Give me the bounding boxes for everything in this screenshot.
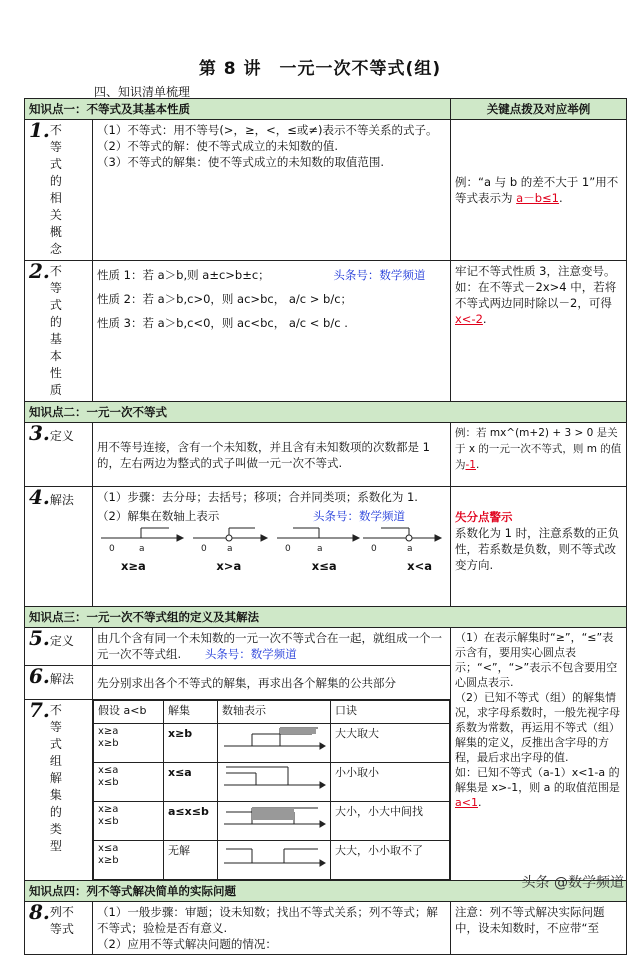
row-label-text: 定义 <box>49 429 74 443</box>
mnemonic: 小小取小 <box>331 763 450 802</box>
solution: x≤a <box>164 763 218 802</box>
condition: x≤b <box>98 816 119 827</box>
row-label <box>25 423 93 487</box>
number-line <box>218 724 331 763</box>
tick-a: a <box>139 544 145 554</box>
watermark-text: 头条号：数学频道 <box>312 509 405 523</box>
row-label <box>25 666 93 700</box>
solution: 无解 <box>164 841 218 880</box>
note-2: （2）已知不等式（组）的解集情况，求字母系数时，一般先视字母系数为常数，再运用不等式（组）解集的定义，反推出含字母的方程，最后求出字母的值. <box>455 691 620 764</box>
property-3-fraction: a/c < b/c . <box>288 316 348 330</box>
tick-a: a <box>317 544 323 554</box>
row-note <box>451 261 627 402</box>
note-answer: x<-2 <box>455 312 483 326</box>
note-answer: a<1 <box>455 796 478 809</box>
row-content: 用不等号连接，含有一个未知数，并且含有未知数项的次数都是 1 的，左右两边为整式的式子叫做一元一次不等式. <box>93 423 451 487</box>
content-line: （3）不等式的解集：使不等式成立的未知数的取值范围. <box>97 155 384 169</box>
note-1: （1）在表示解集时“≥”，“≤”表示含有，要用实心圆点表示；“<”，“>”表示不包含要用空心圆点表示. <box>455 631 618 689</box>
table-row <box>25 423 627 487</box>
table-row <box>25 487 627 607</box>
row-label <box>25 120 93 261</box>
table-row <box>94 802 450 841</box>
number-line <box>218 802 331 841</box>
table-header: 假设 a<b <box>94 701 164 724</box>
row-label <box>25 487 93 607</box>
section-title-1: 知识点一：不等式及其基本性质 <box>25 99 451 120</box>
page-title: 第 8 讲 一元一次不等式(组) <box>198 59 442 79</box>
tick-zero: 0 <box>371 544 377 554</box>
table-row <box>94 763 450 802</box>
row-note <box>451 120 627 261</box>
row-content <box>93 902 451 955</box>
condition: x≤a <box>98 843 119 854</box>
watermark-text: 头条号：数学频道 <box>204 647 297 661</box>
warning-title: 失分点警示 <box>455 510 513 524</box>
row-content <box>93 487 451 607</box>
row-label <box>25 261 93 402</box>
condition: x≤a <box>98 765 119 776</box>
content-line: （1）不等式：用不等号(>，≥，<，≤或≠)表示不等关系的式子。 <box>97 123 438 137</box>
mnemonic: 大小，小大中间找 <box>331 802 450 841</box>
row-content <box>93 120 451 261</box>
warning-text: 系数化为 1 时，注意系数的正负性，若系数是负数，则不等式改变方向. <box>455 526 620 572</box>
table-row <box>94 724 450 763</box>
content-line: （2）不等式的解：使不等式成立的未知数的值. <box>97 139 338 153</box>
solution: x≥b <box>164 724 218 763</box>
definition-text: 由几个含有同一个未知数的一元一次不等式合在一起，就组成一个一元一次不等式组. <box>97 631 442 661</box>
note-suffix: . <box>558 191 563 205</box>
row-number: 8. <box>29 900 50 924</box>
mnemonic: 大大，小小取不了 <box>331 841 450 880</box>
condition: x≥b <box>98 855 119 866</box>
row-number: 2. <box>29 259 50 283</box>
row-content <box>93 261 451 402</box>
note-answer: a－b≤1 <box>516 191 559 205</box>
row-label <box>25 902 93 955</box>
section-title-3: 知识点三：一元一次不等式组的定义及其解法 <box>25 607 627 628</box>
knowledge-table <box>24 98 627 955</box>
note-suffix: . <box>477 796 482 809</box>
row-content <box>93 700 451 881</box>
row-number: 4. <box>29 485 50 509</box>
row-content: 先分别求出各个不等式的解集，再求出各个解集的公共部分 <box>93 666 451 700</box>
note-answer: -1 <box>465 459 476 471</box>
row-label-text: 列不等式 <box>49 905 74 936</box>
row-label-text: 不等式的相关概念 <box>49 123 62 256</box>
step-1: （1）步骤：去分母；去括号；移项；合并同类项；系数化为 1. <box>97 490 418 504</box>
row-label <box>25 628 93 666</box>
condition: x≥a <box>98 804 119 815</box>
mnemonic: 大大取大 <box>331 724 450 763</box>
table-row <box>94 841 450 880</box>
tick-a: a <box>407 544 413 554</box>
axis-label: x>a <box>216 559 242 573</box>
row-label-text: 定义 <box>49 634 74 648</box>
axis-label: x<a <box>407 559 432 573</box>
number-line <box>218 841 331 880</box>
section-subtitle: 四、知识清单梳理 <box>94 85 191 99</box>
table-row <box>25 261 627 402</box>
notes-header: 关键点拨及对应举例 <box>451 99 627 120</box>
row-note <box>451 423 627 487</box>
table-row <box>25 902 627 955</box>
step-line: （1）一般步骤：审题；设未知数；找出不等式关系；列不等式；解不等式；验检是否有意义. <box>97 905 438 935</box>
solution: a≤x≤b <box>164 802 218 841</box>
number-line-diagram <box>97 524 443 554</box>
note-suffix: . <box>482 312 487 326</box>
tick-zero: 0 <box>285 544 291 554</box>
row-number: 5. <box>29 626 50 650</box>
row-number: 7. <box>29 698 50 722</box>
row-note <box>451 487 627 607</box>
tick-zero: 0 <box>109 544 115 554</box>
footer-attribution: 头条 @数学频道 <box>521 875 624 891</box>
row-label <box>25 700 93 881</box>
row-label-text: 不等式的基本性质 <box>49 264 62 397</box>
axis-label: x≤a <box>311 559 337 573</box>
axis-label: x≥a <box>121 559 146 573</box>
condition: x≥a <box>98 726 119 737</box>
table-header: 数轴表示 <box>218 701 331 724</box>
table-row <box>25 628 627 666</box>
row-content <box>93 628 451 666</box>
note-suffix: . <box>475 459 480 471</box>
row-note <box>451 628 627 881</box>
tick-zero: 0 <box>201 544 207 554</box>
step-line: （2）应用不等式解决问题的情况： <box>97 937 277 951</box>
note-text: 牢记不等式性质 3，注意变号。如：在不等式－2x>4 中，若将不等式两边同时除以－2，可得 <box>455 264 617 310</box>
note-text: 例：若 mx^(m+2) + 3 > 0 是关于 x 的一元一次不等式，则 m 的值为 <box>455 427 622 471</box>
row-label-text: 解法 <box>49 493 74 507</box>
watermark-text: 头条号：数学频道 <box>333 268 426 282</box>
note-3: 如：已知不等式（a-1）x<1-a 的解集是 x>-1，则 a 的取值范围是 <box>455 766 620 794</box>
number-line <box>218 763 331 802</box>
solution-set-table <box>93 700 450 880</box>
section-header-row <box>25 99 627 120</box>
property-3: 性质 3：若 a＞b,c<0，则 ac<bc， <box>97 316 286 330</box>
table-row <box>25 120 627 261</box>
row-note: 注意：列不等式解决实际问题中，设未知数时，不应带“至 <box>451 902 627 955</box>
note-text: 例：“a 与 b 的差不大于 1”用不等式表示为 <box>455 175 619 205</box>
table-header: 解集 <box>164 701 218 724</box>
step-2: （2）解集在数轴上表示 <box>97 509 220 523</box>
section-title-4: 知识点四：列不等式解决简单的实际问题 <box>25 881 627 902</box>
property-1: 性质 1：若 a＞b,则 a±c>b±c； <box>97 268 270 282</box>
row-number: 1. <box>29 118 50 142</box>
tick-a: a <box>227 544 233 554</box>
property-2: 性质 2：若 a＞b,c>0，则 ac>bc， <box>97 292 286 306</box>
table-header: 口诀 <box>331 701 450 724</box>
condition: x≤b <box>98 777 119 788</box>
row-number: 6. <box>29 664 50 688</box>
row-number: 3. <box>29 421 50 445</box>
property-2-fraction: a/c > b/c； <box>288 292 353 306</box>
condition: x≥b <box>98 738 119 749</box>
row-label-text: 不等式组解集的类型 <box>49 703 62 853</box>
section-title-2: 知识点二：一元一次不等式 <box>25 402 627 423</box>
row-label-text: 解法 <box>49 672 74 686</box>
